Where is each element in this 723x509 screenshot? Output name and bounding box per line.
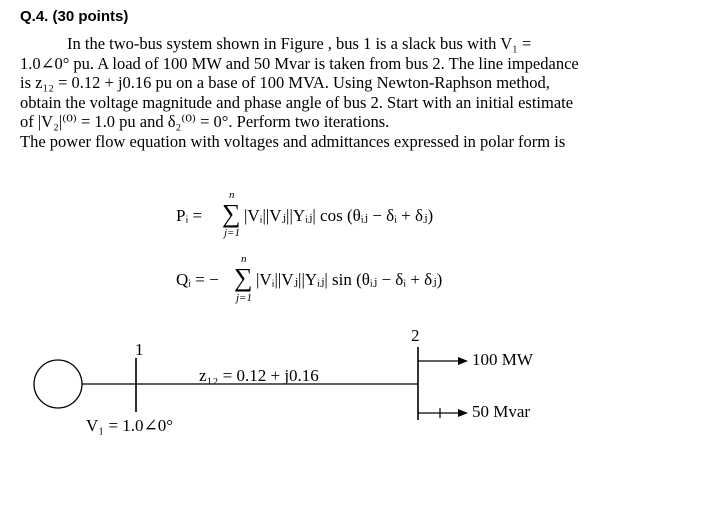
p-equation-body: |Vᵢ||Vⱼ||Yᵢⱼ| cos (θᵢⱼ − δᵢ + δⱼ) bbox=[244, 206, 434, 225]
question-line-2: 1.0∠0° pu. A load of 100 MW and 50 Mvar is taken from bus 2. The line impedance bbox=[20, 53, 579, 73]
q-sum-upper: n bbox=[241, 253, 247, 265]
load-p-arrowhead bbox=[458, 357, 468, 365]
load-q-label: 50 Mvar bbox=[472, 402, 531, 421]
bus-1-label: 1 bbox=[135, 340, 144, 359]
question-line-3: is z₁₂ = 0.12 + j0.16 pu on a base of 100 MVA. Using Newton-Raphson method, bbox=[20, 73, 550, 92]
v1-label: V₁ = 1.0∠0° bbox=[86, 416, 174, 435]
bus-2-label: 2 bbox=[411, 326, 420, 345]
q-sum-symbol: ∑ bbox=[234, 263, 253, 292]
question-line-6: The power flow equation with voltages and admittances expressed in polar form is bbox=[20, 131, 566, 151]
question-line-1: In the two-bus system shown in Figure , bus 1 is a slack bus with V₁ = bbox=[67, 34, 532, 53]
p-sum-lower: j=1 bbox=[224, 227, 240, 239]
p-sum-upper: n bbox=[229, 189, 235, 201]
q-sum-lower: j=1 bbox=[236, 292, 252, 304]
question-title: Q.4. (30 points) bbox=[20, 8, 129, 25]
p-sum-symbol: ∑ bbox=[222, 199, 241, 228]
load-q-arrowhead bbox=[458, 409, 468, 417]
load-p-label: 100 MW bbox=[472, 350, 533, 369]
q-equation-body: |Vᵢ||Vⱼ||Yᵢⱼ| sin (θᵢⱼ − δᵢ + δⱼ) bbox=[256, 270, 443, 289]
question-line-4: obtain the voltage magnitude and phase angle of bus 2. Start with an initial estimate bbox=[20, 92, 574, 112]
generator-circle bbox=[34, 360, 82, 408]
impedance-label: z₁₂ = 0.12 + j0.16 bbox=[199, 366, 319, 385]
question-line-5: of |V₂|⁽⁰⁾ = 1.0 pu and δ₂⁽⁰⁾ = 0°. Perform two iterations. bbox=[20, 112, 390, 131]
q-equation-lhs: Qᵢ = − bbox=[176, 270, 219, 289]
p-equation-lhs: Pᵢ = bbox=[176, 206, 203, 225]
